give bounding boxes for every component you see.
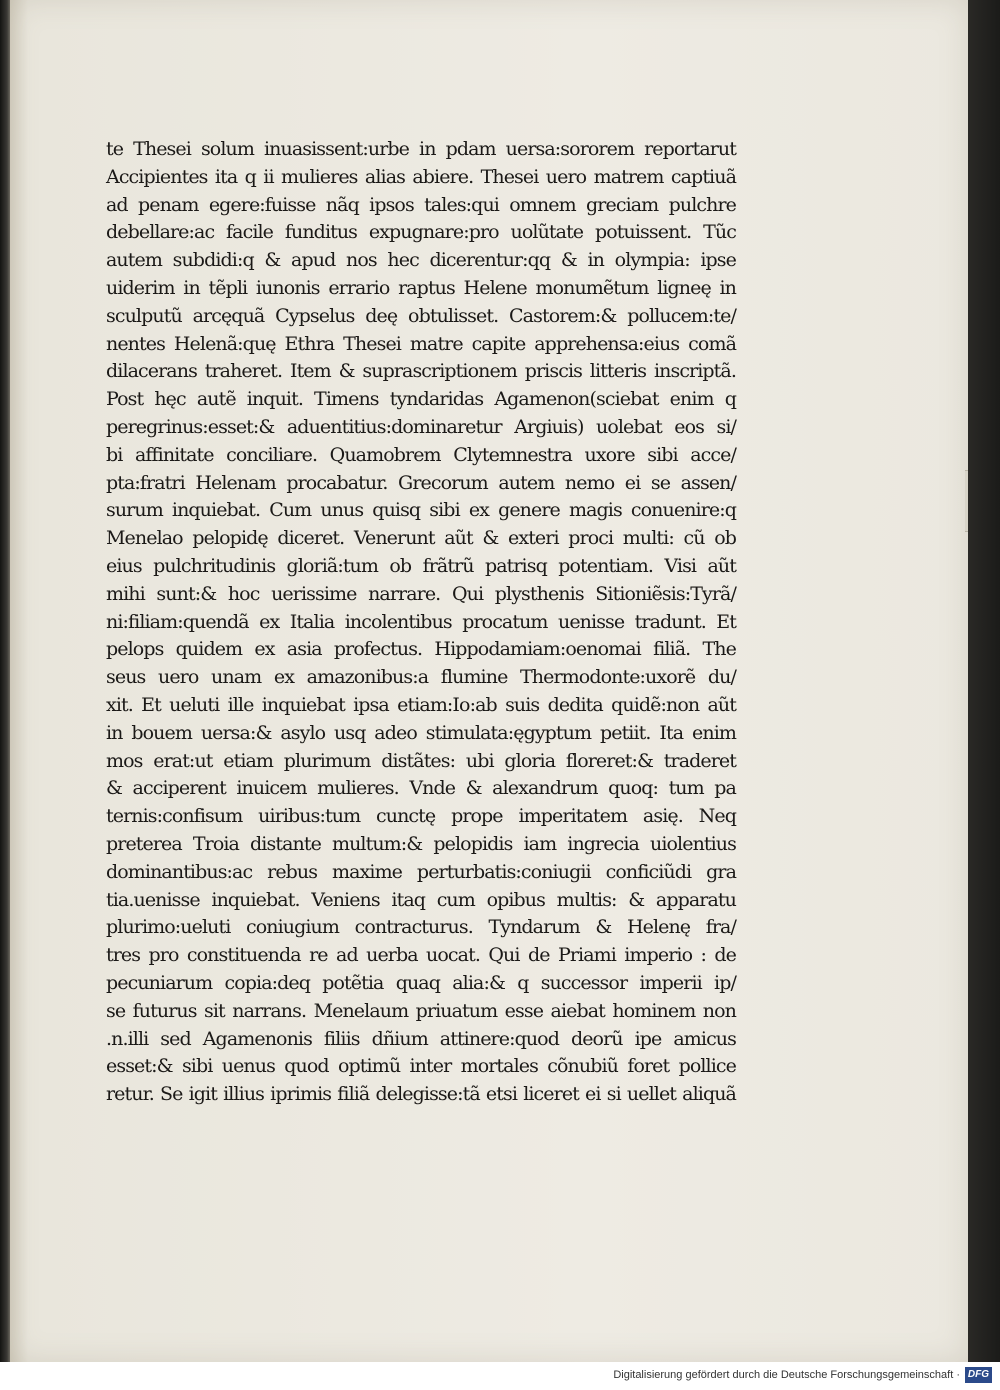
text-line: Menelao pelopidę diceret. Venerunt aũt & exteri proci multi: cũ ob [106, 527, 736, 550]
text-line: peregrinus:esset:& aduentitius:dominaretur Argiuis) uolebat eos si/ [106, 415, 736, 438]
text-line: in bouem uersa:& asylo usq adeo stimulata:ęgyptum petiit. Ita enim [106, 721, 736, 744]
text-line: ni:filiam:quendã ex Italia incolentibus procatum uenisse tradunt. Et [106, 610, 736, 633]
footer-bar [0, 1362, 1000, 1390]
text-line: preterea Troia distante multum:& pelopidis iam ingrecia uiolentius [106, 832, 736, 855]
text-line: sculputũ arcęquã Cypselus deę obtulisset. Castorem:& pollucem:te/ [106, 304, 736, 327]
text-line: pta:fratri Helenam procabatur. Grecorum autem nemo ei se assen/ [106, 471, 736, 494]
text-line: ad penam egere:fuisse nãq ipsos tales:qui omnem greciam pulchre [106, 193, 736, 216]
text-line: pelops quidem ex asia profectus. Hippodamiam:oenomai filiã. The [106, 638, 736, 661]
text-line: seus uero unam ex amazonibus:a flumine Thermodonte:uxorẽ du/ [106, 666, 736, 689]
text-line: tres pro constituenda re ad uerba uocat. Qui de Priami imperio : de [106, 944, 736, 967]
text-line: dilacerans traheret. Item & suprascriptionem priscis litteris inscriptã. [106, 360, 736, 383]
text-line: retur. Se igit illius iprimis filiã delegisse:tã etsi liceret ei si uellet aliquã [106, 1083, 736, 1106]
text-line: dominantibus:ac rebus maxime perturbatis:coniugii conficiũdi gra [106, 860, 736, 883]
dfg-logo: DFG [965, 1367, 992, 1383]
scan-background-edge [968, 0, 1000, 1362]
text-line: eius pulchritudinis gloriã:tum ob frãtrũ patrisq potentiam. Visi aũt [106, 554, 736, 577]
text-line: bi affinitate conciliare. Quamobrem Clytemnestra uxore sibi acce/ [106, 443, 736, 466]
text-line: uiderim in tẽpli iunonis errario raptus Helene monumẽtum ligneę in [106, 276, 736, 299]
text-line: & acciperent inuicem mulieres. Vnde & alexandrum quoq: tum pa [106, 777, 736, 800]
text-line: se futurus sit narrans. Menelaum priuatum esse aiebat hominem non [106, 999, 736, 1022]
text-line: pecuniarum copia:deq potẽtia quaq alia:& q successor imperii ip/ [106, 971, 736, 994]
text-line: Post hęc autẽ inquit. Timens tyndaridas Agamenon(sciebat enim q [106, 388, 736, 411]
text-line: mos erat:ut etiam plurimum distãtes: ubi gloria floreret:& traderet [106, 749, 736, 772]
book-page [10, 0, 969, 1362]
text-line: autem subdidi:q & apud nos hec dicerentur:qq & in olympia: ipse [106, 249, 736, 272]
text-line: mihi sunt:& hoc uerissime narrare. Qui plysthenis Sitioniẽsis:Tyrã/ [106, 582, 736, 605]
text-line: debellare:ac facile funditus expugnare:pro uolũtate potuissent. Tũc [106, 221, 736, 244]
text-line: surum inquiebat. Cum unus quisq sibi ex genere magis conuenire:q [106, 499, 736, 522]
text-line: te Thesei solum inuasissent:urbe in pdam uersa:sororem reportarut [106, 138, 736, 160]
funding-notice: Digitalisierung gefördert durch die Deutsche Forschungsgemeinschaft · [613, 1369, 960, 1381]
text-line: esset:& sibi uenus quod optimũ inter mortales cõnubiũ foret pollice [106, 1055, 736, 1078]
text-line: plurimo:ueluti coniugium contracturus. Tyndarum & Helenę fra/ [106, 916, 736, 939]
text-block [106, 136, 736, 1109]
text-line: tia.uenisse inquiebat. Veniens itaq cum opibus multis: & apparatu [106, 888, 736, 911]
text-line: ternis:confisum uiribus:tum cunctę prope imperitatem asię. Neq [106, 805, 736, 828]
text-line: .n.illi sed Agamenonis filiis dñium attinere:quod deorũ ipe amicus [106, 1027, 736, 1050]
text-line: Accipientes ita q ii mulieres alias abiere. Thesei uero matrem captiuã [106, 165, 736, 188]
text-line: xit. Et ueluti ille inquiebat ipsa etiam:Io:ab suis dedita quidẽ:non aũt [106, 693, 736, 716]
book-binding-edge [0, 0, 10, 1362]
text-line: nentes Helenã:quę Ethra Thesei matre capite apprehensa:eius comã [106, 332, 736, 355]
